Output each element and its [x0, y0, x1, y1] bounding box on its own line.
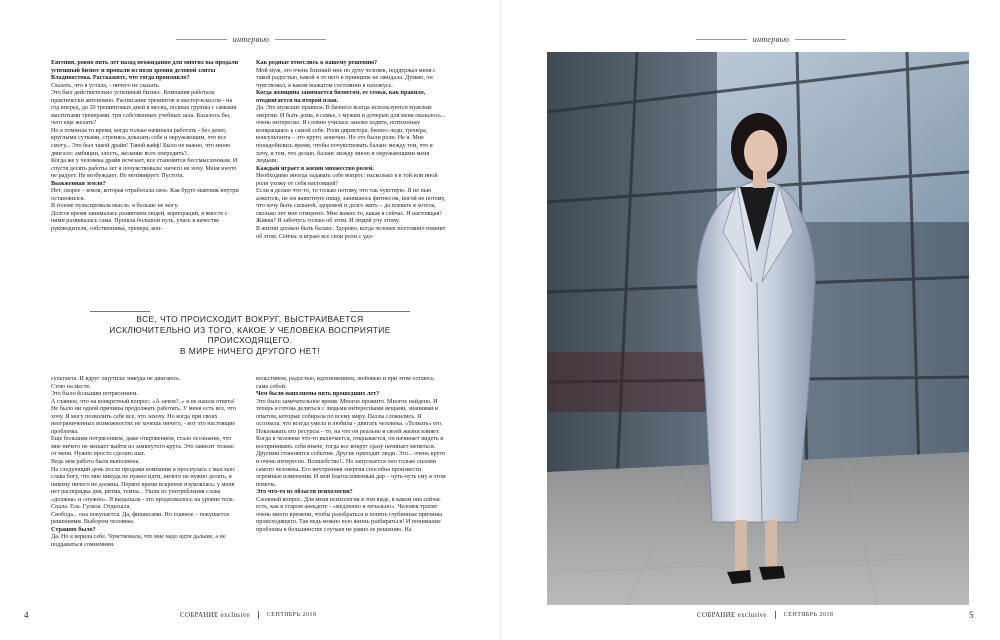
- interview-answer: Да. Это мужские правила. В бизнесе всегда используются мужские энергии. И быть дома, в семье, с мужем и дочерью для меня оказалось... очень интересно. Я словно училасъ заново ходить, потихоньку возвращаясь к самой себе. Роли директора, бизнес-леди, тренера, консультанта – это круто, конечно. Но это были роли. Не я. Мне понадобились время, чтобы почувствовать баланс между тем, что я хочу, и тем, что делаю, баланс между мною и окружающими меня людьми.: [256, 105, 446, 165]
- interview-question: Когда женщина занимается бизнесом, ее семья, как правило, отодвигается на второй план.: [256, 90, 426, 104]
- footer-separator: [258, 611, 259, 619]
- interview-question: Страшно было?: [51, 526, 96, 533]
- footer-separator: [775, 611, 776, 619]
- interview-answer: сультанта. И вдруг ощутила: никуда не двигаюсь. Стою на месте. Это было большим потрясением. А главное, что на конкретный вопрос: «А зачем?..» я не нашла ответа! Не было ни одной причины продолжать работать. У меня есть все, что хочу. Я могу позволить себе все, что захочу. Но когда при своих неограниченных возможностях не хочешь ничего, - вот это настоящие проблемы. Еще большим потрясением, даже откровением, стало осознание, что мне ничего не мешает выйти из замкнутого круга. Это зависит только от меня. Нужно просто сделать шаг. Ведь моя работа была выполнена. На следующий день после продажи компании я проснулась с мыслью: слава богу, что мне никуда не нужно идти, ничего не нужно делать, я никому ничего не должна. Первое время искренне изумлялась: у меня нет распорядка дня, ритма, темпа... Ушли из употребления слова «должна» и «нужно». Я выдыхала - это продолжалось на уровне тела. Спала. Ела. Гуляла. Отдыхала. Свобода... она покупается. Да, финансами. Но главное – покупается решениями. Выбором человека.: [51, 376, 236, 526]
- page-number: 5: [969, 610, 974, 620]
- interview-answer: Мой муж, это очень близкий мне по духу человек, поддержал меня с такой радостью, какой я от него в принципе не ожидала. Думаю, он чувствовал, в каком выжатом состоянии я нахожусь.: [256, 67, 436, 89]
- footer-brand: СОБРАНИЕ exclusive: [697, 611, 767, 619]
- page-footer: [697, 611, 833, 619]
- rubric-line-right: [795, 39, 846, 40]
- pull-quote-rule-right: [350, 311, 410, 312]
- pull-quote-rule-left: [90, 311, 150, 312]
- interview-question: Выжженная земля?: [51, 180, 106, 187]
- rubric-header: [696, 33, 846, 45]
- footer-date: СЕНТЯБРЬ 2018: [266, 612, 317, 618]
- page-footer: [180, 611, 316, 619]
- rubric-line-left: [176, 39, 227, 40]
- pull-quote: [100, 314, 400, 356]
- portrait-photo: [547, 52, 969, 605]
- rubric-line-right: [275, 39, 326, 40]
- article-column-top-left: [51, 60, 241, 303]
- interview-question: Каждый играет в жизни множество ролей.: [256, 165, 374, 172]
- rubric-header: [176, 33, 326, 45]
- interview-answer: Сложный вопрос. Для меня психология в том виде, в каком она сейчас есть, как в старом анекдоте - «медленно и печально». Человек тратит очень много времени, чтобы разобраться и понять глубинные причины происходящего. Так ведь можно всю жизнь разбираться! И понимание проблемы в большинстве случаев не равно ее решению. На: [256, 496, 443, 533]
- interview-answer: Да. Но я верила себе. Чувствовала, что мне надо идти дальше, а не поддаваться сомнениям.: [51, 534, 226, 549]
- rubric-word: интервью: [752, 34, 790, 44]
- footer-brand: СОБРАНИЕ exclusive: [180, 611, 250, 619]
- interview-question: Это что-то из области психологии?: [256, 489, 353, 496]
- interview-question: Как родные отнеслись к вашему решению?: [256, 60, 378, 66]
- rubric-word: интервью: [232, 34, 270, 44]
- interview-answer: Нет, скорее - земля, которая отработала свое. Как будто маятник внутри остановился. В голове пульсировала мысль: я больше не могу. Долгое время занималась развитием людей, корпораций, я вместе с ними развивалась сама. Прошла большой путь, учась в качестве руководителя, собственника, тренера, кон-: [51, 188, 239, 233]
- pull-quote-text: ВСЕ, ЧТО ПРОИСХОДИТ ВОКРУГ, ВЫСТРАИВАЕТСЯ ИСКЛЮЧИТЕЛЬНО ИЗ ТОГО, КАКОЕ У ЧЕЛОВЕКА ВОСПРИЯТИЕ ПРОИСХОДЯЩЕГО. В МИРЕ НИЧЕГО ДРУГОГО НЕТ!: [109, 314, 391, 356]
- portrait-photo-illustration: [547, 52, 969, 605]
- interview-question: Евгения, ровно пять лет назад неожиданно для многих вы продали успешный бизнес и пропали из поля зрения деловой элиты Владивостока. Расскажите, что тогда произошло?: [51, 60, 239, 82]
- interview-answer: вольствием, радостью, вдохновением, любовью и при этом остаюсь сама собой.: [256, 376, 434, 390]
- footer-date: СЕНТЯБРЬ 2018: [783, 612, 834, 618]
- right-page: [500, 0, 1000, 640]
- article-column-top-right: [256, 60, 446, 303]
- page-number: 4: [24, 610, 29, 620]
- interview-question: Чем были наполнены пять прошедших лет?: [256, 391, 380, 398]
- interview-answer: Необходимо иногда задавать себе вопрос: насколько я в той или иной роли ухожу от себя настоящей? Если я делаю что-то, то только потому, что так чувствую. Я не пью алкоголь, не ем животную пищу, занимаюсь фитнесом, йогой не потому, что хочу быть сильной, здоровой и долго жить – да плевать я хотела, сколько лет мне отмерено. Мне важно то, какая я сейчас. Я настоящая? Живая? Я забочусь только об этом. И людей учу этому. В жизни должен быть баланс. Здорово, когда человек постоянно помнит об этом. Сейчас я играю все свои роли с удо-: [256, 173, 446, 240]
- interview-answer: Сказать, что я устала, - ничего не сказать. Это был действительно успешный бизнес. Компания работала практически автономно. Расписание тренингов и мастер-классов - на год вперед, до 20 тренинговых дней в месяц, полные группы с самыми маститыми тренерами, три собственных учебных зала. Казалось бы, чего еще желать? Но я помнила то время, когда только начинала работать - без денег, круглыми сутками, стремясь доказать себе и окружающим, что все смогу... Это был такой драйв! Такой кайф! Было не важно, что мною двигало: амбиции, злость, желание всех опередить?.. Когда же у человека драйв исчезает, все становится бессмысленным. И спустя десять работы лет я почувствовала: ничего не хочу. Меня ничто не радует. Не возбуждает. Не мотивирует. Пустота.: [51, 82, 238, 180]
- interview-answer: Это было замечательное время. Многое прожито. Многое найдено. И теперь я готова делиться с людьми интересными вещами, знаниями и опытом, которые собирала по всему миру. Пазлы сложились. Я осознала, что всегда умела и любила - двигать человека. «Толкать» его. Показывать его ресурсы – то, на что он реально в своей жизни влияет. Когда в человеке что-то включается, открывается, он начинает видеть и воспринимать себя иначе, тогда все вокруг сразу начинает меняться. Другими становятся события. Другие приходят люди. Это... очень круто и очень интересно. Волшебство!.. Но запускается оно только силами самого человека. Его внутренняя энергия способна произвести огромные изменения. И мой благословенный дар – чуть-чуть ему в этом помочь.: [256, 398, 446, 488]
- rubric-line-left: [696, 39, 747, 40]
- article-column-bottom-right: [256, 376, 446, 604]
- article-column-bottom-left: [51, 376, 241, 604]
